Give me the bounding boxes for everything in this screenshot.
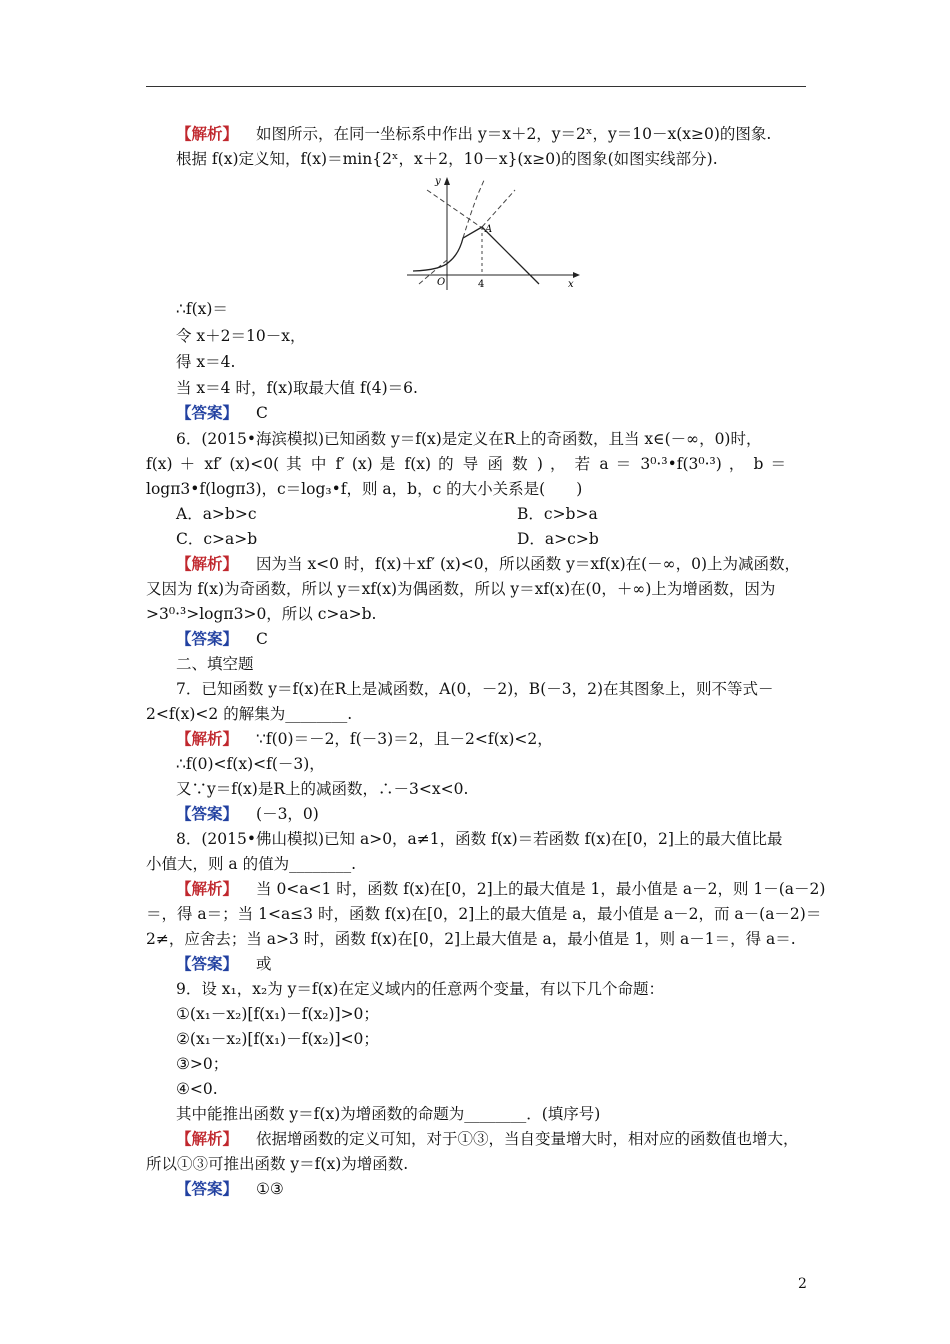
analysis-tag: 【解析】	[176, 124, 239, 143]
analysis-tag: 【解析】	[176, 554, 239, 573]
answer-tag: 【答案】	[176, 804, 239, 823]
q8-stem-line-1: 8．(2015•佛山模拟)已知 a>0，a≠1，函数 f(x)＝若函数 f(x)在[0，2]上的最大值比最	[176, 830, 783, 848]
q6-analysis-line-1	[176, 554, 800, 574]
q7-analysis-text-1: ∵f(0)＝－2，f(－3)＝2，且－2<f(x)<2，	[256, 730, 553, 748]
q6-option-a: A．a>b>c	[176, 505, 257, 523]
q8-analysis-text-1: 当 0<a<1 时，函数 f(x)在[0，2]上的最大值是 1，最小值是 a－2，则 1－(a－2)	[256, 880, 826, 898]
answer-tag: 【答案】	[176, 403, 239, 422]
q8-answer: 或	[256, 955, 272, 973]
analysis-tag: 【解析】	[176, 879, 239, 898]
q5-analysis-line-1	[176, 124, 771, 144]
q9-analysis-line-2: 所以①③可推出函数 y＝f(x)为增函数.	[146, 1155, 409, 1173]
q5-analysis-text-1: 如图所示，在同一坐标系中作出 y＝x＋2，y＝2ˣ，y＝10－x(x≥0)的图象.	[256, 125, 772, 143]
y-axis-label: y	[435, 176, 441, 187]
q9-stem-line-2: 其中能推出函数 y＝f(x)为增函数的命题为________．(填序号)	[176, 1105, 601, 1123]
q9-item-2: ②(x₁－x₂)[f(x₁)－f(x₂)]<0；	[176, 1030, 379, 1048]
q5-answer: C	[256, 404, 268, 422]
q7-answer-line	[176, 804, 319, 824]
q6-analysis-line-3: >3⁰·³>logπ3>0，所以 c>a>b.	[146, 605, 377, 623]
q8-analysis-line-2: ＝，得 a＝；当 1<a≤3 时，函数 f(x)在[0，2]上的最大值是 a，最小值是 a－2，而 a－(a－2)＝	[146, 905, 822, 923]
q8-answer-line	[176, 954, 272, 974]
q9-answer-line	[176, 1179, 284, 1199]
q6-answer: C	[256, 630, 268, 648]
q5-step-1: ∴f(x)＝	[176, 300, 228, 318]
q9-answer: ①③	[256, 1180, 284, 1198]
q6-answer-line	[176, 629, 268, 649]
answer-tag: 【答案】	[176, 1179, 239, 1198]
y-axis-arrow-icon	[444, 177, 450, 185]
function-graph	[405, 172, 580, 292]
q7-analysis-line-2: ∴f(0)<f(x)<f(－3)，	[176, 755, 325, 773]
q7-stem-line-1: 7．已知函数 y＝f(x)在R上是减函数，A(0，－2)，B(－3，2)在其图象上，则不等式－	[176, 680, 774, 698]
q6-stem-line-3: logπ3•f(logπ3)，c＝log₃•f，则 a，b，c 的大小关系是( )	[146, 480, 583, 498]
q7-analysis-line-3: 又∵y＝f(x)是R上的减函数，∴－3<x<0.	[176, 780, 469, 798]
tick-label-4: 4	[478, 279, 485, 290]
q5-step-4: 当 x＝4 时，f(x)取最大值 f(4)＝6.	[176, 379, 418, 397]
analysis-tag: 【解析】	[176, 1129, 239, 1148]
analysis-tag: 【解析】	[176, 729, 239, 748]
q8-analysis-line-3: 2≠，应舍去；当 a>3 时，函数 f(x)在[0，2]上最大值是 a，最小值是 1，则 a－1＝，得 a＝.	[146, 930, 796, 948]
q9-item-3: ③>0；	[176, 1055, 229, 1073]
q5-analysis-line-2: 根据 f(x)定义知，f(x)＝min{2ˣ，x＋2，10－x}(x≥0)的图象(如图实线部分).	[176, 150, 718, 168]
q6-stem-line-1: 6．(2015•海滨模拟)已知函数 y＝f(x)是定义在R上的奇函数，且当 x∈(－∞，0)时，	[176, 430, 762, 448]
q7-stem-line-2: 2<f(x)<2 的解集为________.	[146, 705, 353, 723]
q9-item-1: ①(x₁－x₂)[f(x₁)－f(x₂)]>0；	[176, 1005, 379, 1023]
q6-option-b: B．c>b>a	[517, 505, 598, 523]
q6-analysis-text-1: 因为当 x<0 时，f(x)＋xf′ (x)<0，所以函数 y＝xf(x)在(－∞，0)上为减函数，	[256, 555, 801, 573]
x-axis-arrow-icon	[573, 272, 580, 278]
q8-stem-line-2: 小值大，则 a 的值为________.	[146, 855, 357, 873]
point-a-label: A	[485, 224, 493, 235]
line-y-x-plus-2-dashed-right	[482, 190, 515, 227]
page-number: 2	[798, 1276, 807, 1292]
q9-item-4: ④<0.	[176, 1080, 218, 1098]
header-rule	[146, 86, 806, 87]
q6-analysis-line-2: 又因为 f(x)为奇函数，所以 y＝xf(x)为偶函数，所以 y＝xf(x)在(0，＋∞)上为增函数，因为	[146, 580, 776, 598]
q5-answer-line	[176, 403, 268, 423]
q6-stem-line-2: f(x) ＋ xf′ (x)<0( 其 中 f′ (x) 是 f(x) 的 导 函 数 ) ， 若 a ＝ 3⁰·³•f(3⁰·³) ， b ＝	[146, 455, 786, 473]
x-axis-label: x	[568, 279, 574, 290]
q6-option-c: C．c>a>b	[176, 530, 258, 548]
section-title: 二、填空题	[176, 655, 254, 673]
q9-analysis-text-1: 依据增函数的定义可知，对于①③，当自变量增大时，相对应的函数值也增大，	[256, 1130, 799, 1148]
answer-tag: 【答案】	[176, 954, 239, 973]
origin-label: O	[437, 277, 446, 288]
q5-step-3: 得 x＝4.	[176, 353, 236, 371]
answer-tag: 【答案】	[176, 629, 239, 648]
line-y-10-minus-x-dashed	[427, 190, 485, 230]
q9-stem-line-1: 9．设 x₁，x₂为 y＝f(x)在定义域内的任意两个变量，有以下几个命题：	[176, 980, 664, 998]
q6-option-d: D．a>c>b	[517, 530, 599, 548]
q8-analysis-line-1	[176, 879, 825, 899]
q5-step-2: 令 x＋2＝10－x，	[176, 327, 306, 345]
q9-analysis-line-1	[176, 1129, 799, 1149]
q7-answer: (－3，0)	[256, 805, 319, 823]
q7-analysis-line-1	[176, 729, 553, 749]
